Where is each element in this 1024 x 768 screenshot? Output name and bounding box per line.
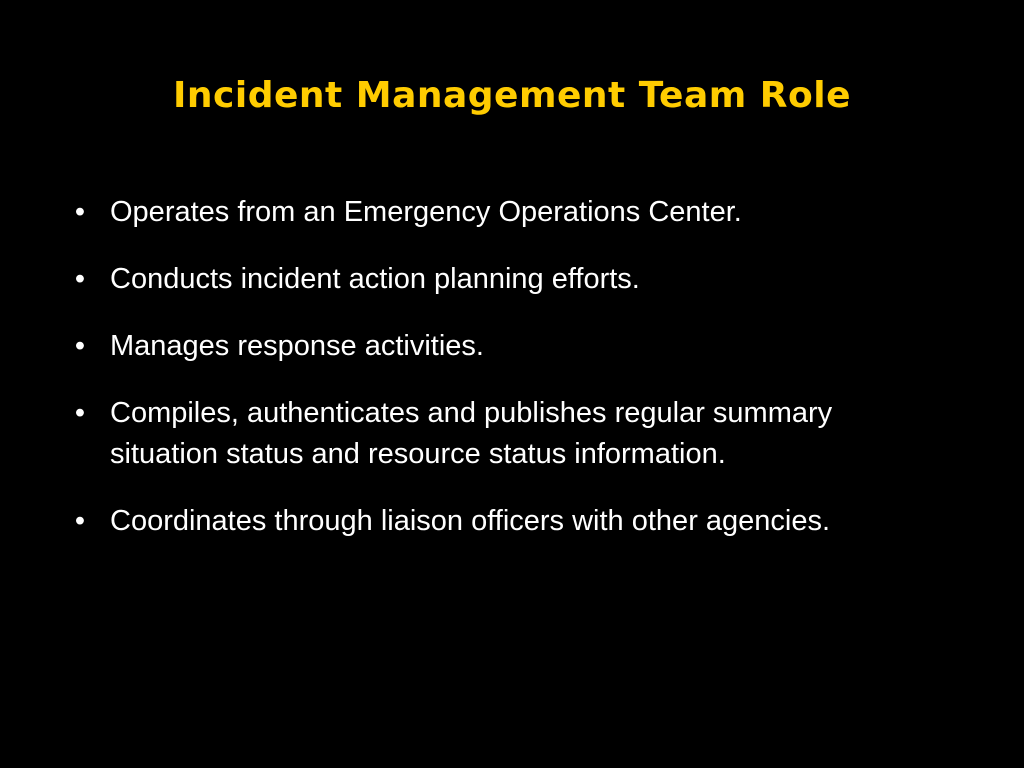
bullet-text: Coordinates through liaison officers with other agencies. <box>110 505 831 537</box>
bullet-marker: • <box>74 397 86 429</box>
bullet-text: Conducts incident action planning efforts. <box>110 263 640 295</box>
bullet-item <box>70 393 870 475</box>
bullet-list <box>70 192 870 568</box>
bullet-marker: • <box>74 330 86 362</box>
slide-title: Incident Management Team Role <box>172 75 852 116</box>
bullet-marker: • <box>74 263 86 295</box>
bullet-text: Operates from an Emergency Operations Center. <box>110 196 742 228</box>
bullet-item <box>70 501 870 542</box>
bullet-item <box>70 259 870 300</box>
bullet-marker: • <box>74 196 86 228</box>
bullet-text: Compiles, authenticates and publishes regular summary situation status and resource status information. <box>110 397 833 470</box>
bullet-item <box>70 192 870 233</box>
bullet-text: Manages response activities. <box>110 330 484 362</box>
bullet-item <box>70 326 870 367</box>
bullet-marker: • <box>74 505 86 537</box>
